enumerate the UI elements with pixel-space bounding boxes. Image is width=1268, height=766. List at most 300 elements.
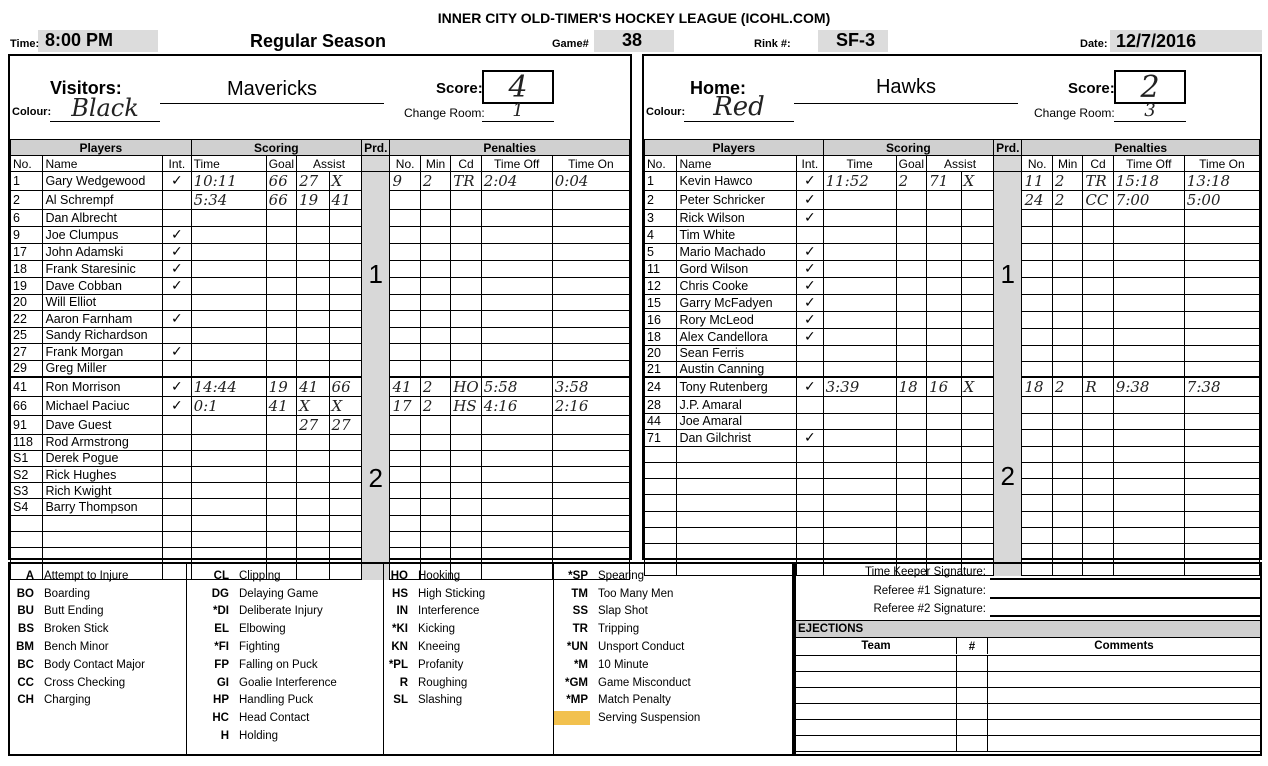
penalty-cell[interactable] [1184, 429, 1259, 446]
penalty-cell[interactable] [451, 277, 481, 294]
cell-s1[interactable] [266, 515, 296, 531]
penalty-cell[interactable] [1113, 311, 1184, 328]
cell-int[interactable]: ✓ [797, 328, 823, 345]
cell-s0[interactable] [823, 446, 896, 462]
cell-int[interactable] [797, 463, 823, 479]
cell-s1[interactable] [896, 260, 926, 277]
cell-s1[interactable] [266, 360, 296, 376]
cell-s1[interactable] [266, 467, 296, 483]
cell-s0[interactable] [191, 483, 266, 499]
penalty-cell[interactable]: 2 [1052, 377, 1082, 397]
cell-name[interactable]: Dave Guest [43, 415, 163, 434]
penalty-cell[interactable] [390, 294, 420, 310]
penalty-cell[interactable] [1184, 397, 1259, 413]
cell-name[interactable]: Aaron Farnham [43, 310, 163, 327]
penalty-cell[interactable] [1052, 328, 1082, 345]
cell-no[interactable]: 5 [645, 243, 677, 260]
cell-s0[interactable] [191, 360, 266, 376]
cell-s1[interactable] [266, 499, 296, 515]
cell-s1[interactable] [266, 294, 296, 310]
penalty-cell[interactable]: 2:16 [552, 396, 629, 415]
penalty-cell[interactable] [451, 360, 481, 376]
penalty-cell[interactable] [1184, 260, 1259, 277]
cell-s0[interactable] [823, 429, 896, 446]
cell-s1[interactable] [266, 450, 296, 466]
ejection-num-cell[interactable] [956, 656, 988, 672]
cell-s3[interactable] [961, 511, 994, 527]
cell-s3[interactable]: 27 [329, 415, 362, 434]
penalty-cell[interactable] [1113, 511, 1184, 527]
cell-int[interactable]: ✓ [797, 294, 823, 311]
cell-s2[interactable] [927, 260, 961, 277]
penalty-cell[interactable] [552, 450, 629, 466]
cell-s3[interactable] [329, 310, 362, 327]
penalty-cell[interactable] [481, 499, 552, 515]
cell-s3[interactable] [329, 260, 362, 277]
cell-int[interactable]: ✓ [797, 260, 823, 277]
cell-name[interactable]: Barry Thompson [43, 499, 163, 515]
penalty-cell[interactable] [1022, 413, 1052, 429]
penalty-cell[interactable] [481, 415, 552, 434]
cell-s3[interactable] [961, 210, 994, 227]
cell-s1[interactable] [266, 327, 296, 343]
penalty-cell[interactable] [451, 515, 481, 531]
penalty-cell[interactable] [481, 277, 552, 294]
cell-s2[interactable]: 71 [927, 172, 961, 191]
penalty-cell[interactable]: 7:38 [1184, 377, 1259, 397]
penalty-cell[interactable] [1022, 345, 1052, 361]
penalty-cell[interactable] [420, 483, 450, 499]
penalty-cell[interactable] [1184, 277, 1259, 294]
cell-int[interactable]: ✓ [163, 277, 191, 294]
ejection-num-cell[interactable] [956, 688, 988, 704]
cell-name[interactable] [677, 527, 797, 543]
cell-s3[interactable] [961, 243, 994, 260]
penalty-cell[interactable] [552, 294, 629, 310]
cell-s2[interactable] [927, 361, 961, 377]
penalty-cell[interactable] [390, 277, 420, 294]
cell-s3[interactable] [329, 294, 362, 310]
cell-s1[interactable] [896, 277, 926, 294]
cell-s2[interactable]: 27 [297, 415, 329, 434]
penalty-cell[interactable] [390, 483, 420, 499]
penalty-cell[interactable] [481, 260, 552, 277]
penalty-cell[interactable] [552, 243, 629, 260]
penalty-cell[interactable] [1113, 397, 1184, 413]
cell-int[interactable]: ✓ [163, 243, 191, 260]
cell-no[interactable]: 1 [645, 172, 677, 191]
cell-s2[interactable] [927, 328, 961, 345]
cell-s0[interactable] [191, 277, 266, 294]
cell-s3[interactable]: X [961, 172, 994, 191]
penalty-cell[interactable] [1083, 210, 1113, 227]
cell-s2[interactable] [927, 463, 961, 479]
cell-no[interactable]: 20 [11, 294, 43, 310]
penalty-cell[interactable] [1184, 328, 1259, 345]
penalty-cell[interactable] [1184, 227, 1259, 243]
penalty-cell[interactable]: 2 [1052, 191, 1082, 210]
penalty-cell[interactable] [451, 499, 481, 515]
penalty-cell[interactable]: 7:00 [1113, 191, 1184, 210]
cell-int[interactable]: ✓ [797, 377, 823, 397]
penalty-cell[interactable]: HS [451, 396, 481, 415]
penalty-cell[interactable] [1022, 243, 1052, 260]
cell-int[interactable] [163, 294, 191, 310]
cell-name[interactable]: Joe Amaral [677, 413, 797, 429]
penalty-cell[interactable] [552, 434, 629, 450]
penalty-cell[interactable] [1022, 429, 1052, 446]
penalty-cell[interactable]: 15:18 [1113, 172, 1184, 191]
penalty-cell[interactable] [390, 260, 420, 277]
cell-name[interactable]: Dave Cobban [43, 277, 163, 294]
cell-name[interactable]: Rod Armstrong [43, 434, 163, 450]
penalty-cell[interactable] [1052, 311, 1082, 328]
penalty-cell[interactable] [1052, 446, 1082, 462]
cell-s1[interactable] [896, 397, 926, 413]
cell-name[interactable]: J.P. Amaral [677, 397, 797, 413]
cell-s0[interactable] [823, 495, 896, 511]
penalty-cell[interactable] [1184, 446, 1259, 462]
cell-s3[interactable] [329, 226, 362, 243]
penalty-cell[interactable] [420, 191, 450, 210]
penalty-cell[interactable] [420, 450, 450, 466]
penalty-cell[interactable] [451, 450, 481, 466]
cell-s3[interactable] [329, 499, 362, 515]
cell-name[interactable] [677, 463, 797, 479]
penalty-cell[interactable] [1083, 397, 1113, 413]
penalty-cell[interactable] [1052, 243, 1082, 260]
cell-s2[interactable] [927, 446, 961, 462]
cell-s2[interactable] [927, 210, 961, 227]
ejection-num-cell[interactable] [956, 704, 988, 720]
cell-s1[interactable] [266, 343, 296, 360]
cell-int[interactable] [797, 495, 823, 511]
cell-s3[interactable]: X [329, 396, 362, 415]
cell-s3[interactable] [961, 479, 994, 495]
cell-s3[interactable] [329, 483, 362, 499]
cell-s1[interactable]: 2 [896, 172, 926, 191]
penalty-cell[interactable]: 13:18 [1184, 172, 1259, 191]
cell-no[interactable]: 118 [11, 434, 43, 450]
penalty-cell[interactable] [1052, 294, 1082, 311]
cell-s2[interactable] [297, 210, 329, 226]
penalty-cell[interactable] [451, 531, 481, 547]
cell-s0[interactable] [191, 434, 266, 450]
penalty-cell[interactable] [481, 310, 552, 327]
cell-s1[interactable]: 19 [266, 377, 296, 397]
cell-s3[interactable] [329, 360, 362, 376]
cell-s0[interactable] [191, 343, 266, 360]
cell-s2[interactable] [297, 343, 329, 360]
cell-no[interactable]: 27 [11, 343, 43, 360]
ejection-num-cell[interactable] [956, 672, 988, 688]
cell-s1[interactable] [266, 483, 296, 499]
ejection-row[interactable] [796, 704, 1260, 720]
penalty-cell[interactable] [420, 226, 450, 243]
cell-s0[interactable] [823, 277, 896, 294]
cell-name[interactable]: Gary Wedgewood [43, 172, 163, 191]
cell-s0[interactable] [191, 294, 266, 310]
cell-s3[interactable] [961, 429, 994, 446]
cell-no[interactable]: 91 [11, 415, 43, 434]
penalty-cell[interactable]: 17 [390, 396, 420, 415]
cell-int[interactable] [163, 327, 191, 343]
penalty-cell[interactable] [552, 277, 629, 294]
cell-s3[interactable] [329, 343, 362, 360]
penalty-cell[interactable] [552, 360, 629, 376]
cell-s0[interactable]: 5:34 [191, 191, 266, 210]
cell-s2[interactable] [297, 310, 329, 327]
penalty-cell[interactable] [1083, 277, 1113, 294]
penalty-cell[interactable] [1022, 479, 1052, 495]
penalty-cell[interactable] [1052, 397, 1082, 413]
cell-int[interactable] [163, 467, 191, 483]
cell-int[interactable]: ✓ [163, 396, 191, 415]
penalty-cell[interactable] [420, 210, 450, 226]
cell-name[interactable]: Dan Gilchrist [677, 429, 797, 446]
penalty-cell[interactable] [390, 467, 420, 483]
penalty-cell[interactable] [1083, 227, 1113, 243]
cell-s3[interactable] [961, 328, 994, 345]
cell-name[interactable]: Gord Wilson [677, 260, 797, 277]
cell-s3[interactable] [961, 345, 994, 361]
cell-name[interactable]: Will Elliot [43, 294, 163, 310]
cell-s3[interactable] [961, 495, 994, 511]
penalty-cell[interactable] [1184, 495, 1259, 511]
penalty-cell[interactable]: 41 [390, 377, 420, 397]
cell-no[interactable]: 18 [11, 260, 43, 277]
penalty-cell[interactable] [1113, 463, 1184, 479]
penalty-cell[interactable] [1113, 495, 1184, 511]
cell-name[interactable]: Rory McLeod [677, 311, 797, 328]
cell-s1[interactable] [896, 191, 926, 210]
penalty-cell[interactable] [420, 515, 450, 531]
cell-s2[interactable] [927, 243, 961, 260]
cell-int[interactable]: ✓ [797, 429, 823, 446]
penalty-cell[interactable] [1113, 294, 1184, 311]
penalty-cell[interactable]: 2 [420, 377, 450, 397]
cell-s2[interactable] [297, 327, 329, 343]
penalty-cell[interactable] [1083, 345, 1113, 361]
cell-s1[interactable] [896, 446, 926, 462]
cell-s3[interactable] [329, 467, 362, 483]
penalty-cell[interactable] [1113, 446, 1184, 462]
cell-int[interactable] [797, 227, 823, 243]
cell-s0[interactable] [191, 515, 266, 531]
cell-s3[interactable] [961, 311, 994, 328]
penalty-cell[interactable] [1022, 210, 1052, 227]
cell-int[interactable]: ✓ [163, 377, 191, 397]
cell-no[interactable]: 2 [11, 191, 43, 210]
cell-no[interactable]: 4 [645, 227, 677, 243]
penalty-cell[interactable]: HO [451, 377, 481, 397]
cell-int[interactable] [163, 531, 191, 547]
cell-s0[interactable] [191, 210, 266, 226]
cell-s2[interactable] [927, 543, 961, 559]
cell-s3[interactable]: 66 [329, 377, 362, 397]
cell-name[interactable]: Dan Albrecht [43, 210, 163, 226]
cell-s1[interactable] [266, 226, 296, 243]
penalty-cell[interactable] [1184, 511, 1259, 527]
penalty-cell[interactable] [451, 260, 481, 277]
cell-no[interactable] [11, 531, 43, 547]
penalty-cell[interactable] [1052, 463, 1082, 479]
cell-s0[interactable] [823, 463, 896, 479]
cell-name[interactable]: Rich Kwight [43, 483, 163, 499]
cell-s1[interactable] [266, 277, 296, 294]
cell-s2[interactable]: 27 [297, 172, 329, 191]
cell-name[interactable]: Greg Miller [43, 360, 163, 376]
cell-s2[interactable] [927, 277, 961, 294]
cell-no[interactable] [645, 543, 677, 559]
cell-s1[interactable]: 18 [896, 377, 926, 397]
cell-name[interactable]: Joe Clumpus [43, 226, 163, 243]
cell-no[interactable]: 11 [645, 260, 677, 277]
penalty-cell[interactable] [481, 210, 552, 226]
penalty-cell[interactable] [451, 467, 481, 483]
cell-no[interactable]: 12 [645, 277, 677, 294]
cell-int[interactable]: ✓ [797, 243, 823, 260]
penalty-cell[interactable] [1083, 311, 1113, 328]
cell-s0[interactable] [823, 361, 896, 377]
cell-s2[interactable] [297, 499, 329, 515]
penalty-cell[interactable] [420, 360, 450, 376]
cell-s1[interactable] [266, 415, 296, 434]
cell-s0[interactable] [823, 311, 896, 328]
penalty-cell[interactable] [451, 415, 481, 434]
cell-s0[interactable] [823, 191, 896, 210]
penalty-cell[interactable] [1113, 243, 1184, 260]
penalty-cell[interactable] [1022, 277, 1052, 294]
cell-name[interactable]: Austin Canning [677, 361, 797, 377]
cell-name[interactable]: Michael Paciuc [43, 396, 163, 415]
penalty-cell[interactable] [1184, 345, 1259, 361]
cell-s1[interactable] [896, 413, 926, 429]
penalty-cell[interactable] [552, 310, 629, 327]
penalty-cell[interactable] [481, 483, 552, 499]
penalty-cell[interactable] [481, 360, 552, 376]
cell-int[interactable] [163, 515, 191, 531]
cell-s2[interactable] [297, 434, 329, 450]
penalty-cell[interactable] [451, 483, 481, 499]
penalty-cell[interactable] [1113, 227, 1184, 243]
cell-no[interactable]: 17 [11, 243, 43, 260]
cell-no[interactable]: S2 [11, 467, 43, 483]
cell-int[interactable] [797, 345, 823, 361]
penalty-cell[interactable] [1083, 260, 1113, 277]
cell-name[interactable]: Ron Morrison [43, 377, 163, 397]
cell-int[interactable] [163, 499, 191, 515]
penalty-cell[interactable] [420, 277, 450, 294]
cell-no[interactable]: 19 [11, 277, 43, 294]
cell-no[interactable] [645, 511, 677, 527]
cell-s1[interactable] [896, 345, 926, 361]
cell-s1[interactable] [896, 328, 926, 345]
penalty-cell[interactable] [1113, 277, 1184, 294]
penalty-cell[interactable]: R [1083, 377, 1113, 397]
cell-name[interactable]: Alex Candellora [677, 328, 797, 345]
penalty-cell[interactable] [1022, 495, 1052, 511]
cell-name[interactable]: Frank Staresinic [43, 260, 163, 277]
cell-name[interactable] [677, 446, 797, 462]
cell-s3[interactable] [961, 361, 994, 377]
cell-s1[interactable] [896, 463, 926, 479]
cell-s3[interactable] [329, 210, 362, 226]
penalty-cell[interactable] [420, 499, 450, 515]
cell-s1[interactable] [896, 361, 926, 377]
penalty-cell[interactable] [420, 343, 450, 360]
penalty-cell[interactable] [420, 294, 450, 310]
penalty-cell[interactable] [1052, 511, 1082, 527]
cell-s3[interactable] [329, 450, 362, 466]
cell-s2[interactable] [927, 479, 961, 495]
penalty-cell[interactable] [1022, 260, 1052, 277]
penalty-cell[interactable] [1113, 479, 1184, 495]
penalty-cell[interactable] [1022, 397, 1052, 413]
penalty-cell[interactable]: 0:04 [552, 172, 629, 191]
cell-s3[interactable] [329, 327, 362, 343]
cell-s3[interactable] [329, 531, 362, 547]
cell-s3[interactable] [329, 243, 362, 260]
penalty-cell[interactable] [481, 226, 552, 243]
cell-s1[interactable] [896, 479, 926, 495]
cell-int[interactable] [797, 479, 823, 495]
penalty-cell[interactable] [1052, 210, 1082, 227]
cell-s2[interactable] [927, 429, 961, 446]
cell-s0[interactable] [191, 327, 266, 343]
penalty-cell[interactable] [552, 226, 629, 243]
cell-name[interactable]: Al Schrempf [43, 191, 163, 210]
cell-s2[interactable] [297, 360, 329, 376]
penalty-cell[interactable] [481, 434, 552, 450]
cell-int[interactable] [797, 527, 823, 543]
penalty-cell[interactable]: 2 [420, 396, 450, 415]
cell-no[interactable]: 2 [645, 191, 677, 210]
penalty-cell[interactable] [1083, 328, 1113, 345]
cell-s2[interactable] [927, 511, 961, 527]
cell-name[interactable]: Peter Schricker [677, 191, 797, 210]
cell-s3[interactable]: X [329, 172, 362, 191]
cell-s2[interactable]: 19 [297, 191, 329, 210]
cell-no[interactable]: 25 [11, 327, 43, 343]
penalty-cell[interactable] [390, 210, 420, 226]
cell-s0[interactable] [191, 450, 266, 466]
penalty-cell[interactable] [1022, 511, 1052, 527]
ejection-num-cell[interactable] [956, 720, 988, 736]
cell-no[interactable]: 29 [11, 360, 43, 376]
penalty-cell[interactable]: 11 [1022, 172, 1052, 191]
penalty-cell[interactable]: 18 [1022, 377, 1052, 397]
penalty-cell[interactable]: 2 [420, 172, 450, 191]
penalty-cell[interactable] [1184, 527, 1259, 543]
penalty-cell[interactable] [552, 415, 629, 434]
penalty-cell[interactable] [1052, 479, 1082, 495]
cell-s2[interactable] [927, 345, 961, 361]
cell-s0[interactable]: 3:39 [823, 377, 896, 397]
penalty-cell[interactable]: 2 [1052, 172, 1082, 191]
cell-name[interactable]: Tim White [677, 227, 797, 243]
penalty-cell[interactable] [451, 294, 481, 310]
penalty-cell[interactable]: 9:38 [1113, 377, 1184, 397]
penalty-cell[interactable]: 24 [1022, 191, 1052, 210]
penalty-cell[interactable]: 5:00 [1184, 191, 1259, 210]
cell-s0[interactable] [823, 543, 896, 559]
penalty-cell[interactable] [420, 467, 450, 483]
penalty-cell[interactable]: 9 [390, 172, 420, 191]
penalty-cell[interactable] [1022, 328, 1052, 345]
cell-s1[interactable]: 66 [266, 172, 296, 191]
cell-int[interactable] [163, 415, 191, 434]
